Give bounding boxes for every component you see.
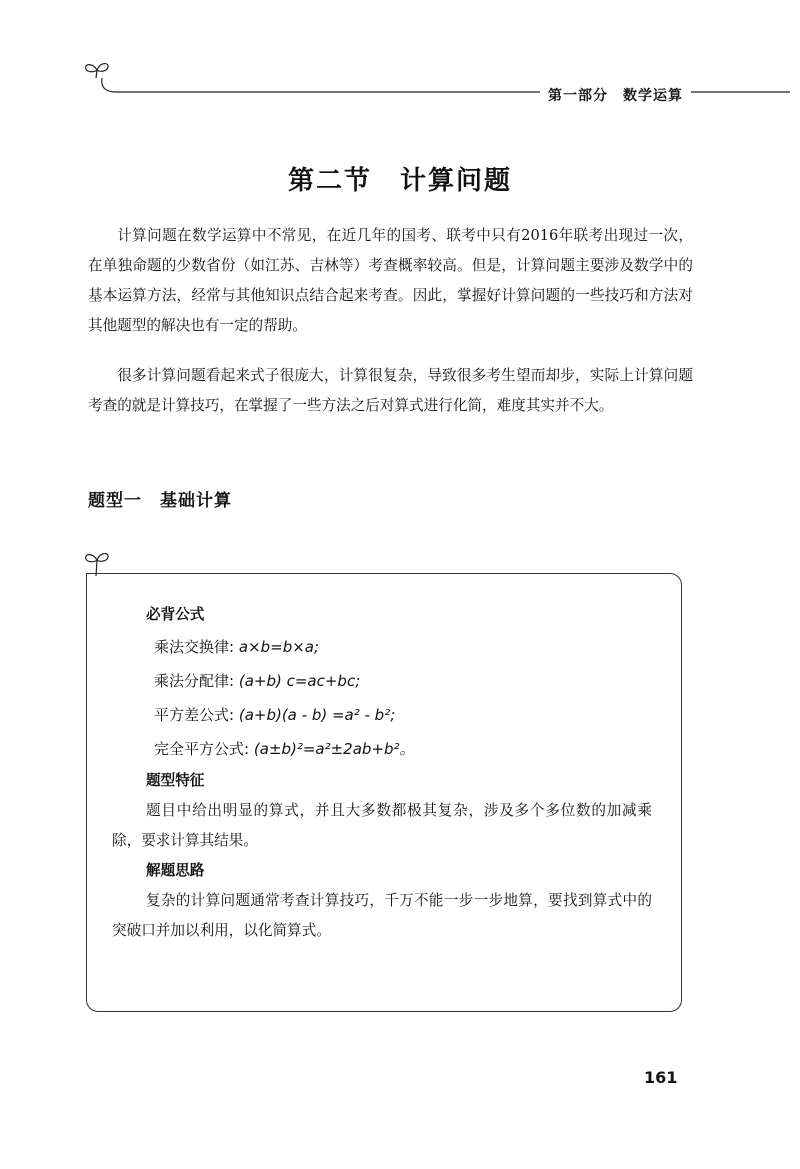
type-heading: 题型一 基础计算 bbox=[88, 491, 232, 511]
formulas-heading: 必背公式 bbox=[146, 606, 205, 623]
key-points-content bbox=[112, 600, 672, 946]
formula-name: 平方差公式: bbox=[154, 706, 235, 724]
formula-name: 乘法分配律: bbox=[154, 672, 235, 690]
running-header bbox=[82, 58, 790, 104]
features-heading: 题型特征 bbox=[146, 772, 205, 789]
section-title: 第二节 计算问题 bbox=[287, 166, 512, 196]
formula-perfect-square bbox=[154, 732, 672, 766]
formula-expression: a×b=b×a; bbox=[238, 638, 320, 656]
running-title: 第一部分 数学运算 bbox=[540, 85, 691, 105]
approach-heading: 解题思路 bbox=[146, 862, 205, 879]
approach-text: 复杂的计算问题通常考查计算技巧，千万不能一步一步地算，要找到算式中的突破口并加以利用，以化简算式。 bbox=[112, 892, 652, 939]
sprout-icon bbox=[82, 58, 112, 80]
formula-name: 乘法交换律: bbox=[154, 638, 235, 656]
formula-expression: (a+b) c=ac+bc; bbox=[238, 672, 361, 690]
intro-paragraph-2: 很多计算问题看起来式子很庞大，计算很复杂，导致很多考生望而却步，实际上计算问题考查的就是计算技巧，在掌握了一些方法之后对算式进行化简，难度其实并不大。 bbox=[88, 367, 693, 414]
features-text: 题目中给出明显的算式，并且大多数都极其复杂，涉及多个多位数的加减乘除，要求计算其结果。 bbox=[112, 802, 652, 849]
formula-commutative bbox=[154, 630, 672, 664]
formula-name: 完全平方公式: bbox=[154, 740, 250, 758]
intro-paragraph-1: 计算问题在数学运算中不常见，在近几年的国考、联考中只有2016年联考出现过一次，在单独命题的少数省份（如江苏、吉林等）考查概率较高。但是，计算问题主要涉及数学中的基本运算方法，经常与其他知识点结合起来考查。因此，掌握好计算问题的一些技巧和方法对其他题型的解决也有一定的帮助。 bbox=[88, 227, 693, 334]
formula-expression: (a+b)(a - b) =a² - b²; bbox=[238, 706, 396, 724]
page-number: 161 bbox=[644, 1068, 678, 1087]
formula-expression: (a±b)²=a²±2ab+b²。 bbox=[253, 740, 415, 758]
formula-distributive bbox=[154, 664, 672, 698]
formula-difference-of-squares bbox=[154, 698, 672, 732]
